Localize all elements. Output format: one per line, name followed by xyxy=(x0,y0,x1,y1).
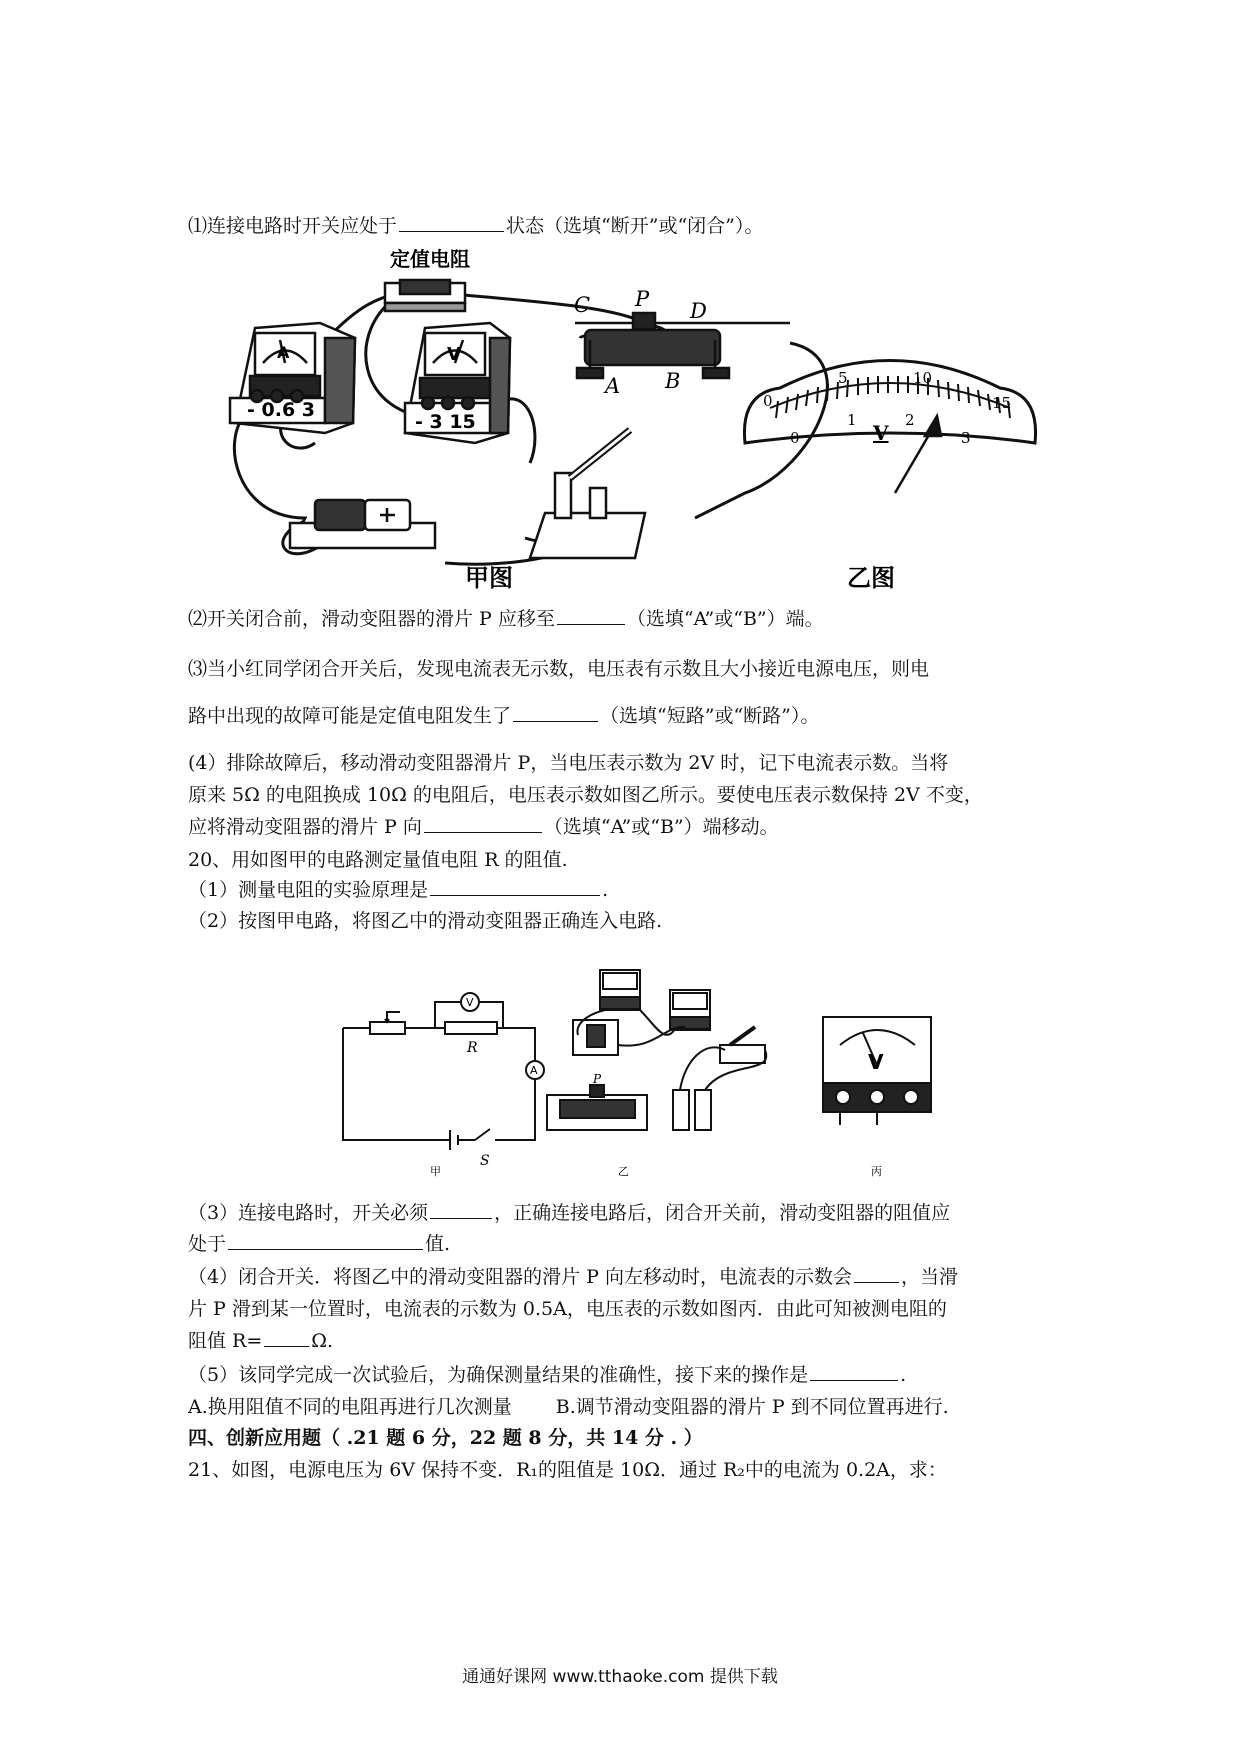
ammeter-symbol: A xyxy=(277,343,290,362)
meter-v-symbol: V xyxy=(868,1050,884,1074)
question-19-4-line1: (4）排除故障后，移动滑动变阻器滑片 P，当电压表示数为 2V 时，记下电流表示数。当将 xyxy=(188,752,949,774)
question-19-3-line1: ⑶当小红同学闭合开关后，发现电流表无示数，电压表有示数且大小接近电源电压，则电 xyxy=(188,658,930,680)
q19-2-text-a: ⑵开关闭合前，滑动变阻器的滑片 P 应移至 xyxy=(188,608,555,630)
resistor-label: 定值电阻 xyxy=(390,247,470,271)
dial-pointer xyxy=(895,416,941,493)
caption-jia: 甲 xyxy=(430,1165,441,1178)
q19-3-text-b: （选填“短路”或“断路”）。 xyxy=(600,705,820,727)
switch xyxy=(530,430,645,558)
answer-blank[interactable] xyxy=(228,1231,423,1250)
question-19-4-line3 xyxy=(188,814,779,840)
q20-3-text-c: 处于 xyxy=(188,1233,227,1255)
rheostat-label-b: B xyxy=(665,369,681,393)
answer-blank[interactable] xyxy=(430,877,600,896)
rheostat-label-p: P xyxy=(635,287,650,311)
rheostat-label-d: D xyxy=(690,299,707,323)
question-20-4-line1 xyxy=(188,1264,958,1290)
q20-1-text-a: （1）测量电阻的实验原理是 xyxy=(188,879,429,901)
question-20-4-line2: 片 P 滑到某一位置时，电流表的示数为 0.5A，电压表的示数如图丙．由此可知被测电阻的 xyxy=(188,1298,947,1320)
answer-blank[interactable] xyxy=(264,1328,309,1347)
q20-1-text-b: . xyxy=(602,879,609,901)
question-20-title: 20、用如图甲的电路测定量值电阻 R 的阻值. xyxy=(188,849,568,871)
question-20-2: （2）按图甲电路，将图乙中的滑动变阻器正确连入电路. xyxy=(188,910,663,932)
question-20-4-line3 xyxy=(188,1328,333,1354)
caption-jia-figure: 甲图 xyxy=(465,563,513,592)
section-4-heading: 四、创新应用题（ .21 题 6 分，22 题 8 分，共 14 分 . ） xyxy=(188,1427,703,1449)
question-21: 21、如图，电源电压为 6V 保持不变．R₁的阻值是 10Ω．通过 R₂中的电流为 0.2A，求： xyxy=(188,1459,947,1481)
schematic-voltmeter-symbol: V xyxy=(466,996,474,1009)
question-20-3-line1 xyxy=(188,1200,950,1226)
rheostat-label-c: C xyxy=(574,293,591,317)
schematic-jia xyxy=(343,993,544,1150)
q19-1-text-a: ⑴连接电路时开关应处于 xyxy=(188,215,398,237)
caption-yi: 乙 xyxy=(618,1165,629,1178)
dial-lower-2: 2 xyxy=(905,411,915,429)
q19-1-text-b: 状态（选填“断开”或“闭合”）。 xyxy=(506,215,764,237)
question-20-3-line2 xyxy=(188,1231,450,1257)
q20-5-text-b: . xyxy=(900,1364,907,1386)
q20-4-text-d: Ω. xyxy=(311,1330,334,1352)
question-20-options: A.换用阻值不同的电阻再进行几次测量 B.调节滑动变阻器的滑片 P 到不同位置再进行. xyxy=(188,1396,949,1418)
q19-2-text-b: （选填“A”或“B”）端。 xyxy=(626,608,824,630)
footer-text: 通通好课网 www.tthaoke.com 提供下载 xyxy=(462,1667,778,1687)
question-19-1 xyxy=(188,213,763,239)
q20-4-text-a: （4）闭合开关．将图乙中的滑动变阻器的滑片 P 向左移动时，电流表的示数会 xyxy=(188,1266,852,1288)
caption-yi-figure: 乙图 xyxy=(847,563,895,592)
figure-1-circuit xyxy=(225,247,1135,593)
question-20-5 xyxy=(188,1362,906,1388)
answer-blank[interactable] xyxy=(810,1362,898,1381)
apparatus-yi xyxy=(547,970,765,1130)
fixed-resistor xyxy=(385,280,465,311)
question-19-3-line2 xyxy=(188,703,819,729)
q20-3-text-d: 值. xyxy=(425,1233,451,1255)
answer-blank[interactable] xyxy=(854,1264,899,1283)
question-19-2 xyxy=(188,606,824,632)
q19-4-text-b: （选填“A”或“B”）端移动。 xyxy=(543,816,779,838)
question-19-4-line2: 原来 5Ω 的电阻换成 10Ω 的电阻后，电压表示数如图乙所示。要使电压表示数保持 2V 不变， xyxy=(188,784,983,806)
dial-upper-15: 15 xyxy=(992,394,1012,412)
caption-bing: 丙 xyxy=(871,1165,882,1178)
answer-blank[interactable] xyxy=(513,703,598,722)
answer-blank[interactable] xyxy=(430,1200,492,1219)
schematic-label-r: R xyxy=(467,1040,478,1056)
answer-blank[interactable] xyxy=(424,814,542,833)
q20-3-text-a: （3）连接电路时，开关必须 xyxy=(188,1202,429,1224)
q20-4-text-b: ，当滑 xyxy=(900,1266,958,1288)
q19-3-text-a: 路中出现的故障可能是定值电阻发生了 xyxy=(188,705,512,727)
dial-upper-5: 5 xyxy=(838,369,848,387)
dial-upper-0: 0 xyxy=(763,392,773,410)
apparatus-label-p: P xyxy=(593,1072,602,1086)
schematic-ammeter-symbol: A xyxy=(530,1064,538,1077)
dial-lower-3: 3 xyxy=(961,429,971,447)
battery-holder xyxy=(290,500,435,548)
schematic-label-s: S xyxy=(480,1153,490,1169)
q20-4-text-c: 阻值 R= xyxy=(188,1330,263,1352)
dial-lower-1: 1 xyxy=(847,411,857,429)
voltmeter-symbol: V xyxy=(447,344,461,365)
voltmeter-terminal-labels: - 3 15 xyxy=(415,411,476,433)
question-20-1 xyxy=(188,877,608,903)
rheostat xyxy=(575,313,790,378)
dial-upper-10: 10 xyxy=(913,369,933,387)
q20-5-text-a: （5）该同学完成一次试验后，为确保测量结果的准确性，接下来的操作是 xyxy=(188,1364,809,1386)
ammeter-terminal-labels: - 0.6 3 xyxy=(247,399,315,421)
q19-4-text-a: 应将滑动变阻器的滑片 P 向 xyxy=(188,816,422,838)
answer-blank[interactable] xyxy=(399,213,504,232)
rheostat-label-a: A xyxy=(605,374,621,398)
dial-lower-0: 0 xyxy=(790,429,800,447)
dial-unit-v: V xyxy=(873,421,889,445)
answer-blank[interactable] xyxy=(557,606,625,625)
q20-3-text-b: ，正确连接电路后，闭合开关前，滑动变阻器的阻值应 xyxy=(494,1202,951,1224)
figure-2-circuits xyxy=(335,965,1050,1178)
